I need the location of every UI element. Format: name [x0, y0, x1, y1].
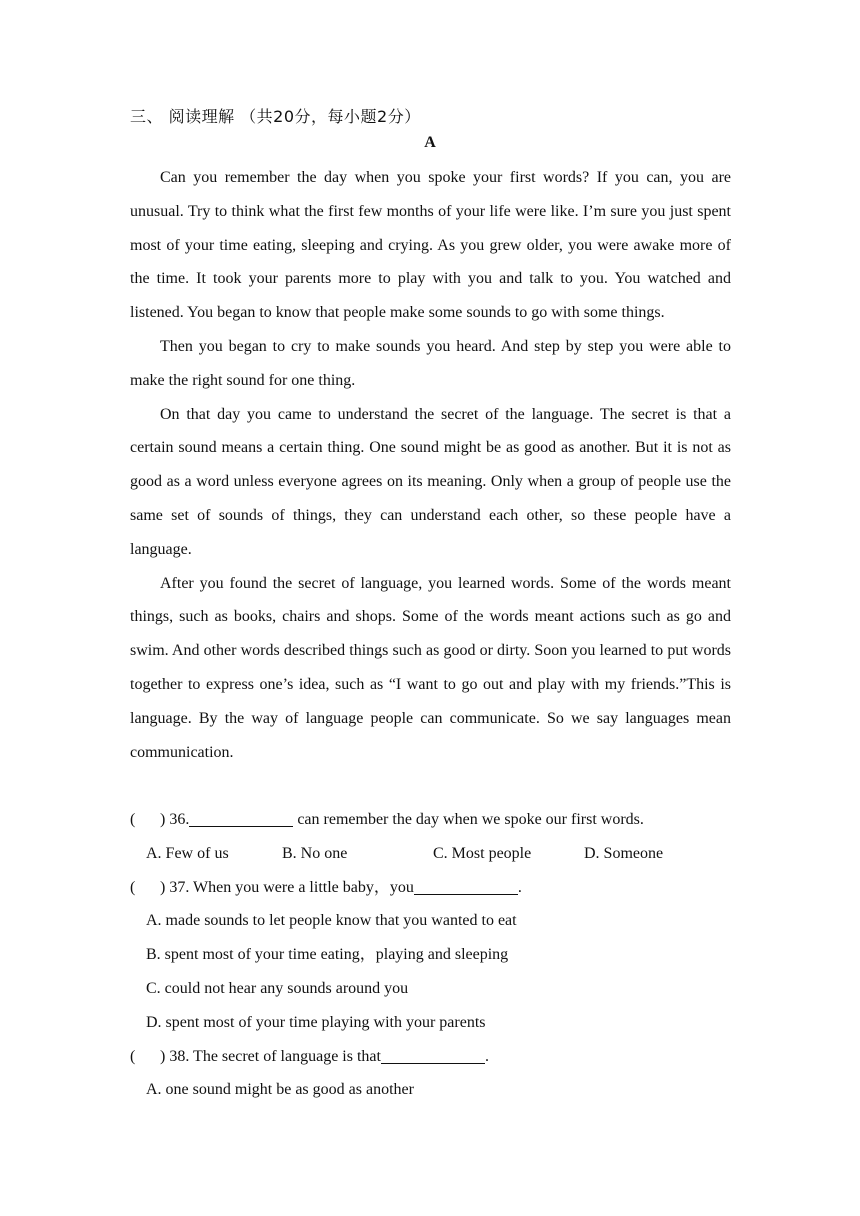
- answer-blank: [381, 1045, 485, 1064]
- answer-blank: [414, 876, 518, 895]
- answer-blank: [189, 808, 293, 827]
- option-d: D. Someone: [584, 844, 664, 862]
- option-b: B. spent most of your time eating，playing and sleeping: [146, 946, 509, 964]
- option-a: A. Few of us: [146, 844, 229, 862]
- option-d: D. spent most of your time playing with your parents: [146, 1013, 486, 1031]
- option-c: C. Most people: [433, 844, 532, 862]
- passage-paragraph-3: On that day you came to understand the secret of the language. The secret is that a certain sound means a certain thing. One sound might be as good as another. But it is not as good as a word unless everyone agrees on its meaning. Only when a group of people use the same set of sounds of things, they can understand each other, so these people have a language.: [130, 405, 731, 558]
- section-title: 三、 阅读理解 （共20分，每小题2分）: [130, 107, 421, 126]
- question-number: ) 36.: [160, 811, 190, 828]
- question-stem: ) 37. When you were a little baby，you: [160, 878, 414, 896]
- option-b: B. No one: [282, 844, 348, 862]
- answer-bracket[interactable]: (: [130, 811, 136, 828]
- option-c: C. could not hear any sounds around you: [146, 979, 409, 997]
- option-a: A. one sound might be as good as another: [146, 1081, 414, 1099]
- passage-paragraph-4: After you found the secret of language, you learned words. Some of the words meant things, such as books, chairs and shops. Some of the words meant actions such as go and swim. And other words described things such as good or dirty. Soon you learned to put words together to express one’s idea, such as “I want to go out and play with my friends.”This is language. By the way of language people can communicate. So we say languages mean communication.: [130, 574, 731, 761]
- answer-bracket[interactable]: (: [130, 878, 136, 896]
- passage-label: A: [424, 134, 436, 151]
- option-a: A. made sounds to let people know that you wanted to eat: [146, 912, 517, 930]
- question-38: [130, 1040, 740, 1074]
- reading-passage: [130, 161, 731, 769]
- question-36: [130, 803, 740, 837]
- question-stem: can remember the day when we spoke our first words.: [293, 811, 644, 828]
- passage-paragraph-1: Can you remember the day when you spoke your first words? If you can, you are unusual. Try to think what the first few months of your life were like. I’m sure you just spent most of your time eating, sleeping and crying. As you grew older, you were awake more of the time. It took your parents more to play with you and talk to you. You watched and listened. You began to know that people make some sounds to go with some things.: [130, 169, 731, 322]
- question-end: .: [517, 878, 522, 896]
- question-37: [130, 871, 740, 905]
- question-stem: ) 38. The secret of language is that: [160, 1047, 381, 1065]
- question-36-options: [130, 837, 740, 871]
- answer-bracket[interactable]: (: [130, 1047, 136, 1065]
- question-list: [130, 803, 740, 1107]
- passage-paragraph-2: Then you began to cry to make sounds you heard. And step by step you were able to make the right sound for one thing.: [130, 337, 731, 389]
- question-end: .: [484, 1047, 489, 1065]
